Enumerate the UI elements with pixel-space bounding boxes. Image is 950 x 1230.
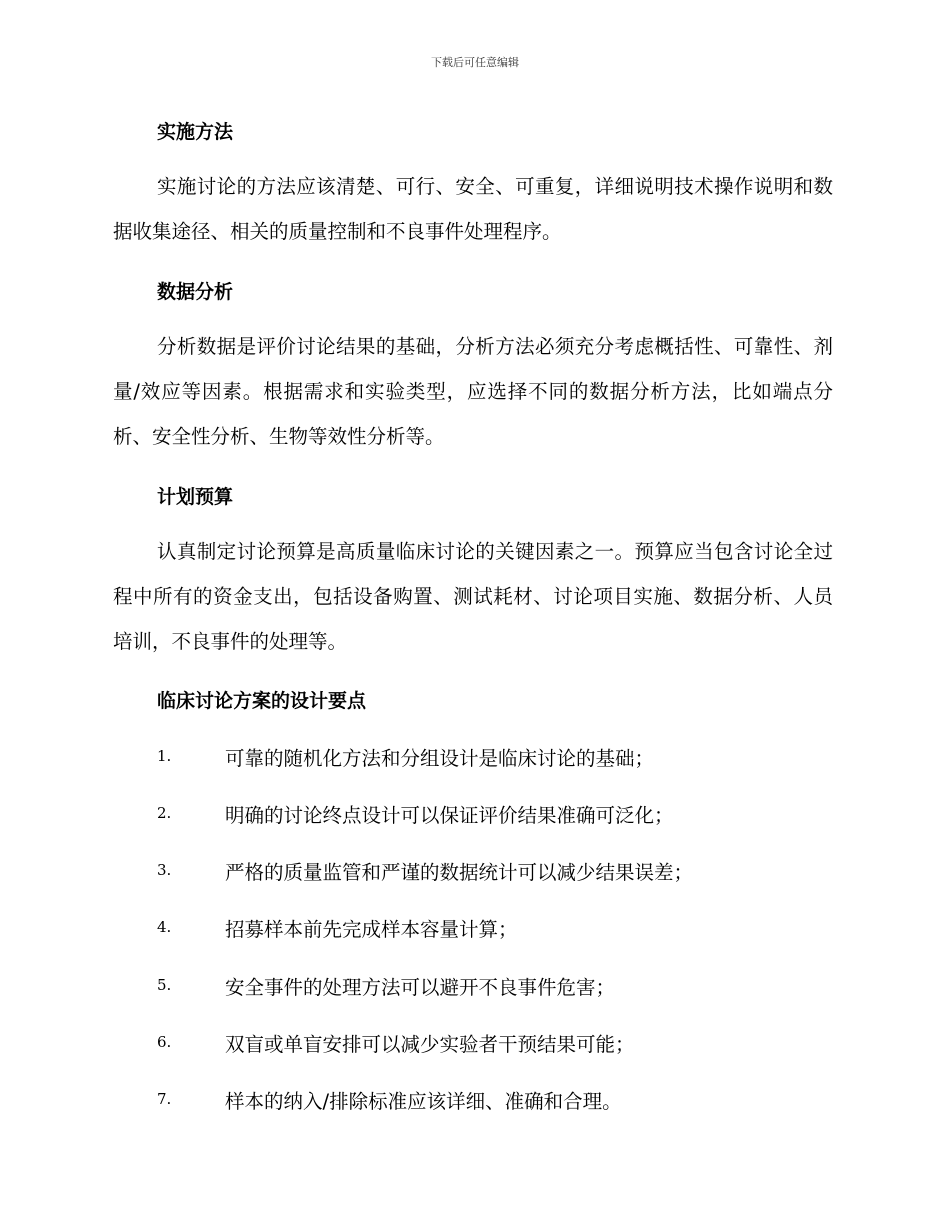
list-item [0, 743, 950, 773]
list-item [0, 857, 950, 887]
list-item-text: 严格的质量监管和严谨的数据统计可以减少结果误差； [225, 861, 694, 884]
list-item-text: 可靠的随机化方法和分组设计是临床讨论的基础； [225, 747, 655, 770]
list-item-number: 4. [157, 918, 172, 936]
section-title-budget: 计划预算 [157, 486, 234, 508]
list-item [0, 800, 950, 830]
list-item-text: 明确的讨论终点设计可以保证评价结果准确可泛化； [225, 804, 674, 827]
list-item-text: 样本的纳入/排除标准应该详细、准确和合理。 [225, 1090, 622, 1113]
list-item [0, 914, 950, 944]
section-title-impl: 实施方法 [157, 121, 234, 143]
page-header: 下载后可任意编辑 [431, 56, 519, 69]
list-item-number: 6. [157, 1033, 172, 1051]
section-title-analysis: 数据分析 [157, 281, 234, 303]
list-item [0, 1029, 950, 1059]
list-item-number: 7. [157, 1090, 172, 1108]
list-item-number: 5. [157, 976, 172, 994]
section-body-analysis: 分析数据是评价讨论结果的基础，分析方法必须充分考虑概括性、可靠性、剂量/效应等因素。根据需求和实验类型，应选择不同的数据分析方法，比如端点分析、安全性分析、生物等效性分析等。 [113, 335, 833, 448]
list-item-text: 双盲或单盲安排可以减少实验者干预结果可能； [225, 1033, 635, 1056]
list-item-number: 3. [157, 861, 172, 879]
list-item [0, 972, 950, 1002]
section-title-design: 临床讨论方案的设计要点 [157, 690, 367, 712]
section-body-budget: 认真制定讨论预算是高质量临床讨论的关键因素之一。预算应当包含讨论全过程中所有的资金支出，包括设备购置、测试耗材、讨论项目实施、数据分析、人员培训，不良事件的处理等。 [113, 540, 833, 653]
list-item-text: 安全事件的处理方法可以避开不良事件危害； [225, 976, 616, 999]
list-item [0, 1086, 950, 1116]
list-item-number: 2. [157, 804, 172, 822]
list-item-number: 1. [157, 747, 172, 765]
section-body-impl: 实施讨论的方法应该清楚、可行、安全、可重复，详细说明技术操作说明和数据收集途径、相关的质量控制和不良事件处理程序。 [113, 175, 833, 243]
list-item-text: 招募样本前先完成样本容量计算； [225, 918, 518, 941]
